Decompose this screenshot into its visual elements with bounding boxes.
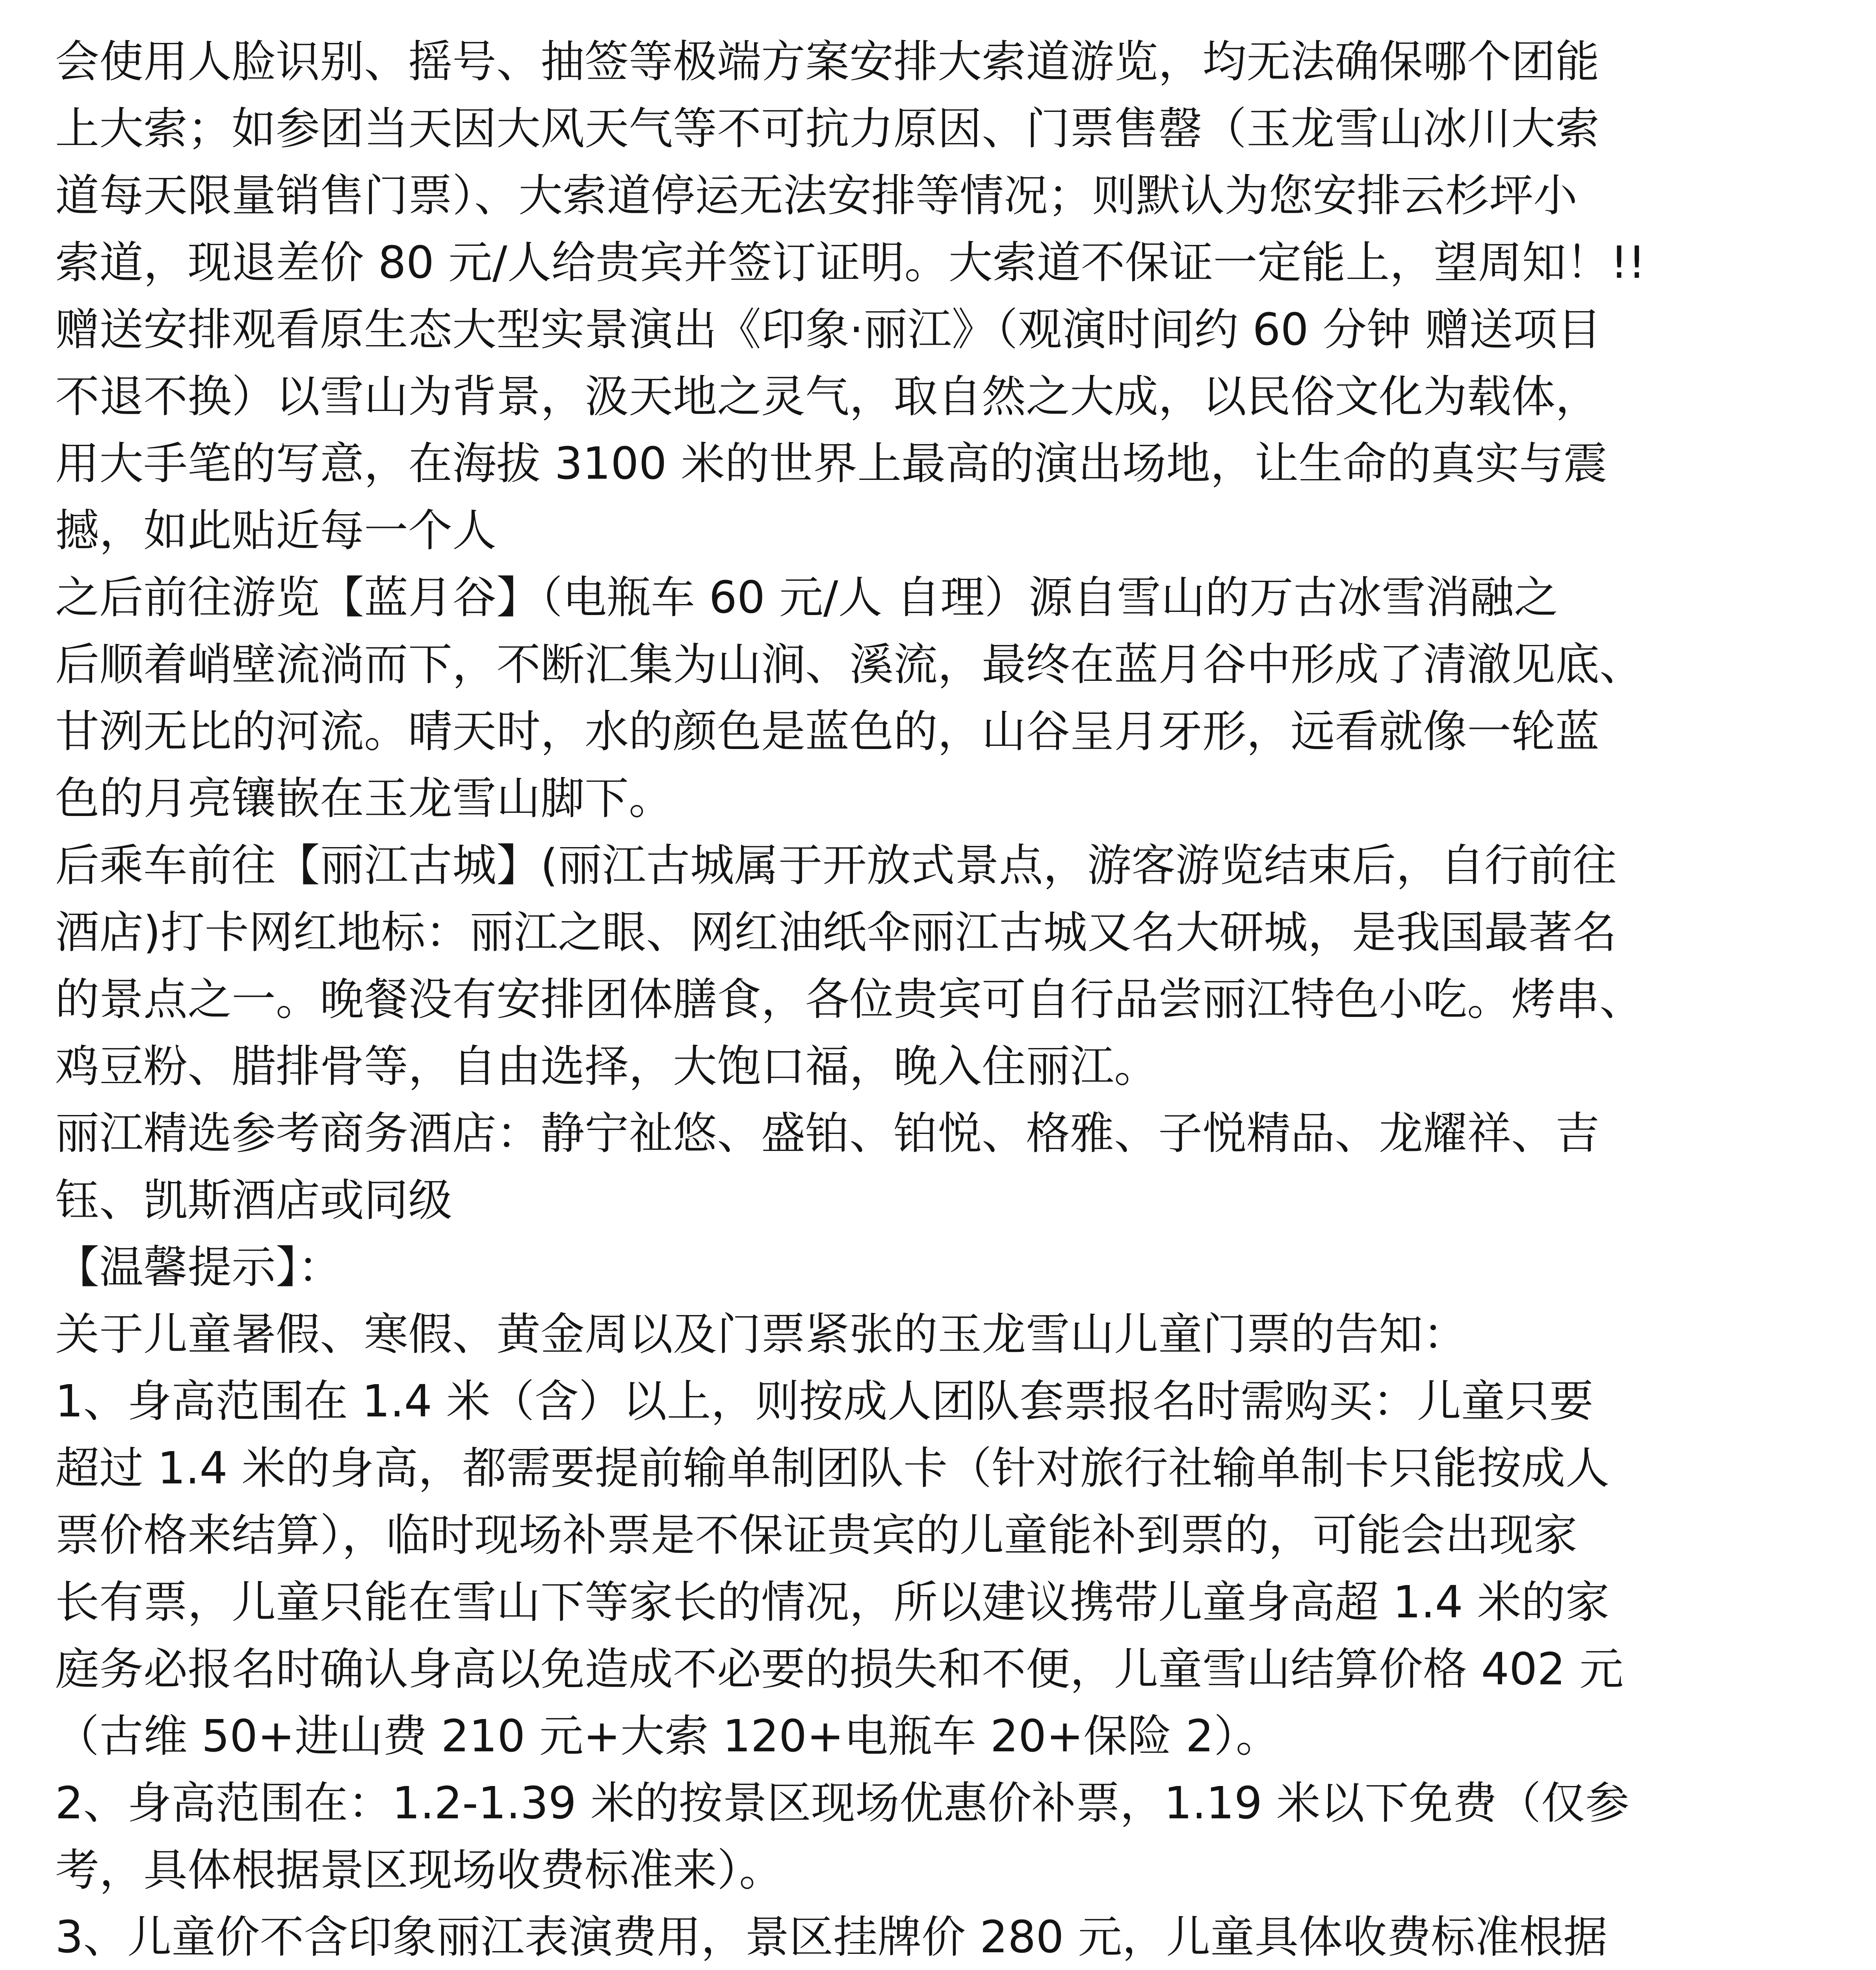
text-line: 考，具体根据景区现场收费标准来）。 bbox=[55, 1845, 783, 1896]
text-line: 撼，如此贴近每一个人 bbox=[55, 505, 496, 556]
text-line: 丽江精选参考商务酒店：静宁祉悠、盛铂、铂悦、格雅、子悦精品、龙耀祥、吉 bbox=[55, 1108, 1599, 1159]
text-line: 钰、凯斯酒店或同级 bbox=[55, 1175, 452, 1226]
text-line: 甘洌无比的河流。晴天时，水的颜色是蓝色的，山谷呈月牙形，远看就像一轮蓝 bbox=[55, 706, 1599, 757]
text-line: 后顺着峭壁流淌而下，不断汇集为山涧、溪流，最终在蓝月谷中形成了清澈见底、 bbox=[55, 639, 1644, 690]
text-line: 2、身高范围在：1.2-1.39 米的按景区现场优惠价补票，1.19 米以下免费（仅参 bbox=[55, 1778, 1629, 1829]
text-line: 道每天限量销售门票）、大索道停运无法安排等情况；则默认为您安排云杉坪小 bbox=[55, 170, 1577, 221]
text-line: 1、身高范围在 1.4 米（含）以上，则按成人团队套票报名时需购买：儿童只要 bbox=[55, 1376, 1594, 1427]
text-line: 庭务必报名时确认身高以免造成不必要的损失和不便，儿童雪山结算价格 402 元 bbox=[55, 1644, 1623, 1695]
text-line: 后乘车前往【丽江古城】(丽江古城属于开放式景点，游客游览结束后，自行前往 bbox=[55, 840, 1617, 891]
text-line: 赠送安排观看原生态大型实景演出《印象·丽江》（观演时间约 60 分钟 赠送项目 bbox=[55, 304, 1601, 355]
text-line: （古维 50+进山费 210 元+大索 120+电瓶车 20+保险 2）。 bbox=[55, 1711, 1280, 1762]
text-line: 色的月亮镶嵌在玉龙雪山脚下。 bbox=[55, 773, 673, 824]
text-line: 超过 1.4 米的身高，都需要提前输单制团队卡（针对旅行社输单制卡只能按成人 bbox=[55, 1443, 1610, 1494]
text-line: 会使用人脸识别、摇号、抽签等极端方案安排大索道游览，均无法确保哪个团能 bbox=[55, 36, 1599, 87]
text-line: 【温馨提示】： bbox=[55, 1242, 342, 1293]
text-line: 酒店)打卡网红地标：丽江之眼、网红油纸伞丽江古城又名大研城，是我国最著名 bbox=[55, 907, 1617, 958]
text-line: 用大手笔的写意，在海拔 3100 米的世界上最高的演出场地，让生命的真实与震 bbox=[55, 438, 1608, 489]
text-line: 索道，现退差价 80 元/人给贵宾并签订证明。大索道不保证一定能上，望周知！!! bbox=[55, 237, 1646, 288]
text-line: 之后前往游览【蓝月谷】（电瓶车 60 元/人 自理）源自雪山的万古冰雪消融之 bbox=[55, 572, 1558, 623]
text-line: 鸡豆粉、腊排骨等，自由选择，大饱口福，晚入住丽江。 bbox=[55, 1041, 1158, 1092]
text-line: 长有票，儿童只能在雪山下等家长的情况，所以建议携带儿童身高超 1.4 米的家 bbox=[55, 1577, 1610, 1628]
text-line: 关于儿童暑假、寒假、黄金周以及门票紧张的玉龙雪山儿童门票的告知： bbox=[55, 1309, 1467, 1360]
text-line: 票价格来结算），临时现场补票是不保证贵宾的儿童能补到票的，可能会出现家 bbox=[55, 1510, 1577, 1561]
text-line: 不退不换）以雪山为背景，汲天地之灵气，取自然之大成，以民俗文化为载体， bbox=[55, 371, 1599, 422]
text-line: 上大索；如参团当天因大风天气等不可抗力原因、门票售罄（玉龙雪山冰川大索 bbox=[55, 103, 1599, 154]
text-line: 3、儿童价不含印象丽江表演费用，景区挂牌价 280 元，儿童具体收费标准根据 bbox=[55, 1912, 1608, 1963]
text-line: 的景点之一。晚餐没有安排团体膳食，各位贵宾可自行品尝丽江特色小吃。烤串、 bbox=[55, 974, 1644, 1025]
